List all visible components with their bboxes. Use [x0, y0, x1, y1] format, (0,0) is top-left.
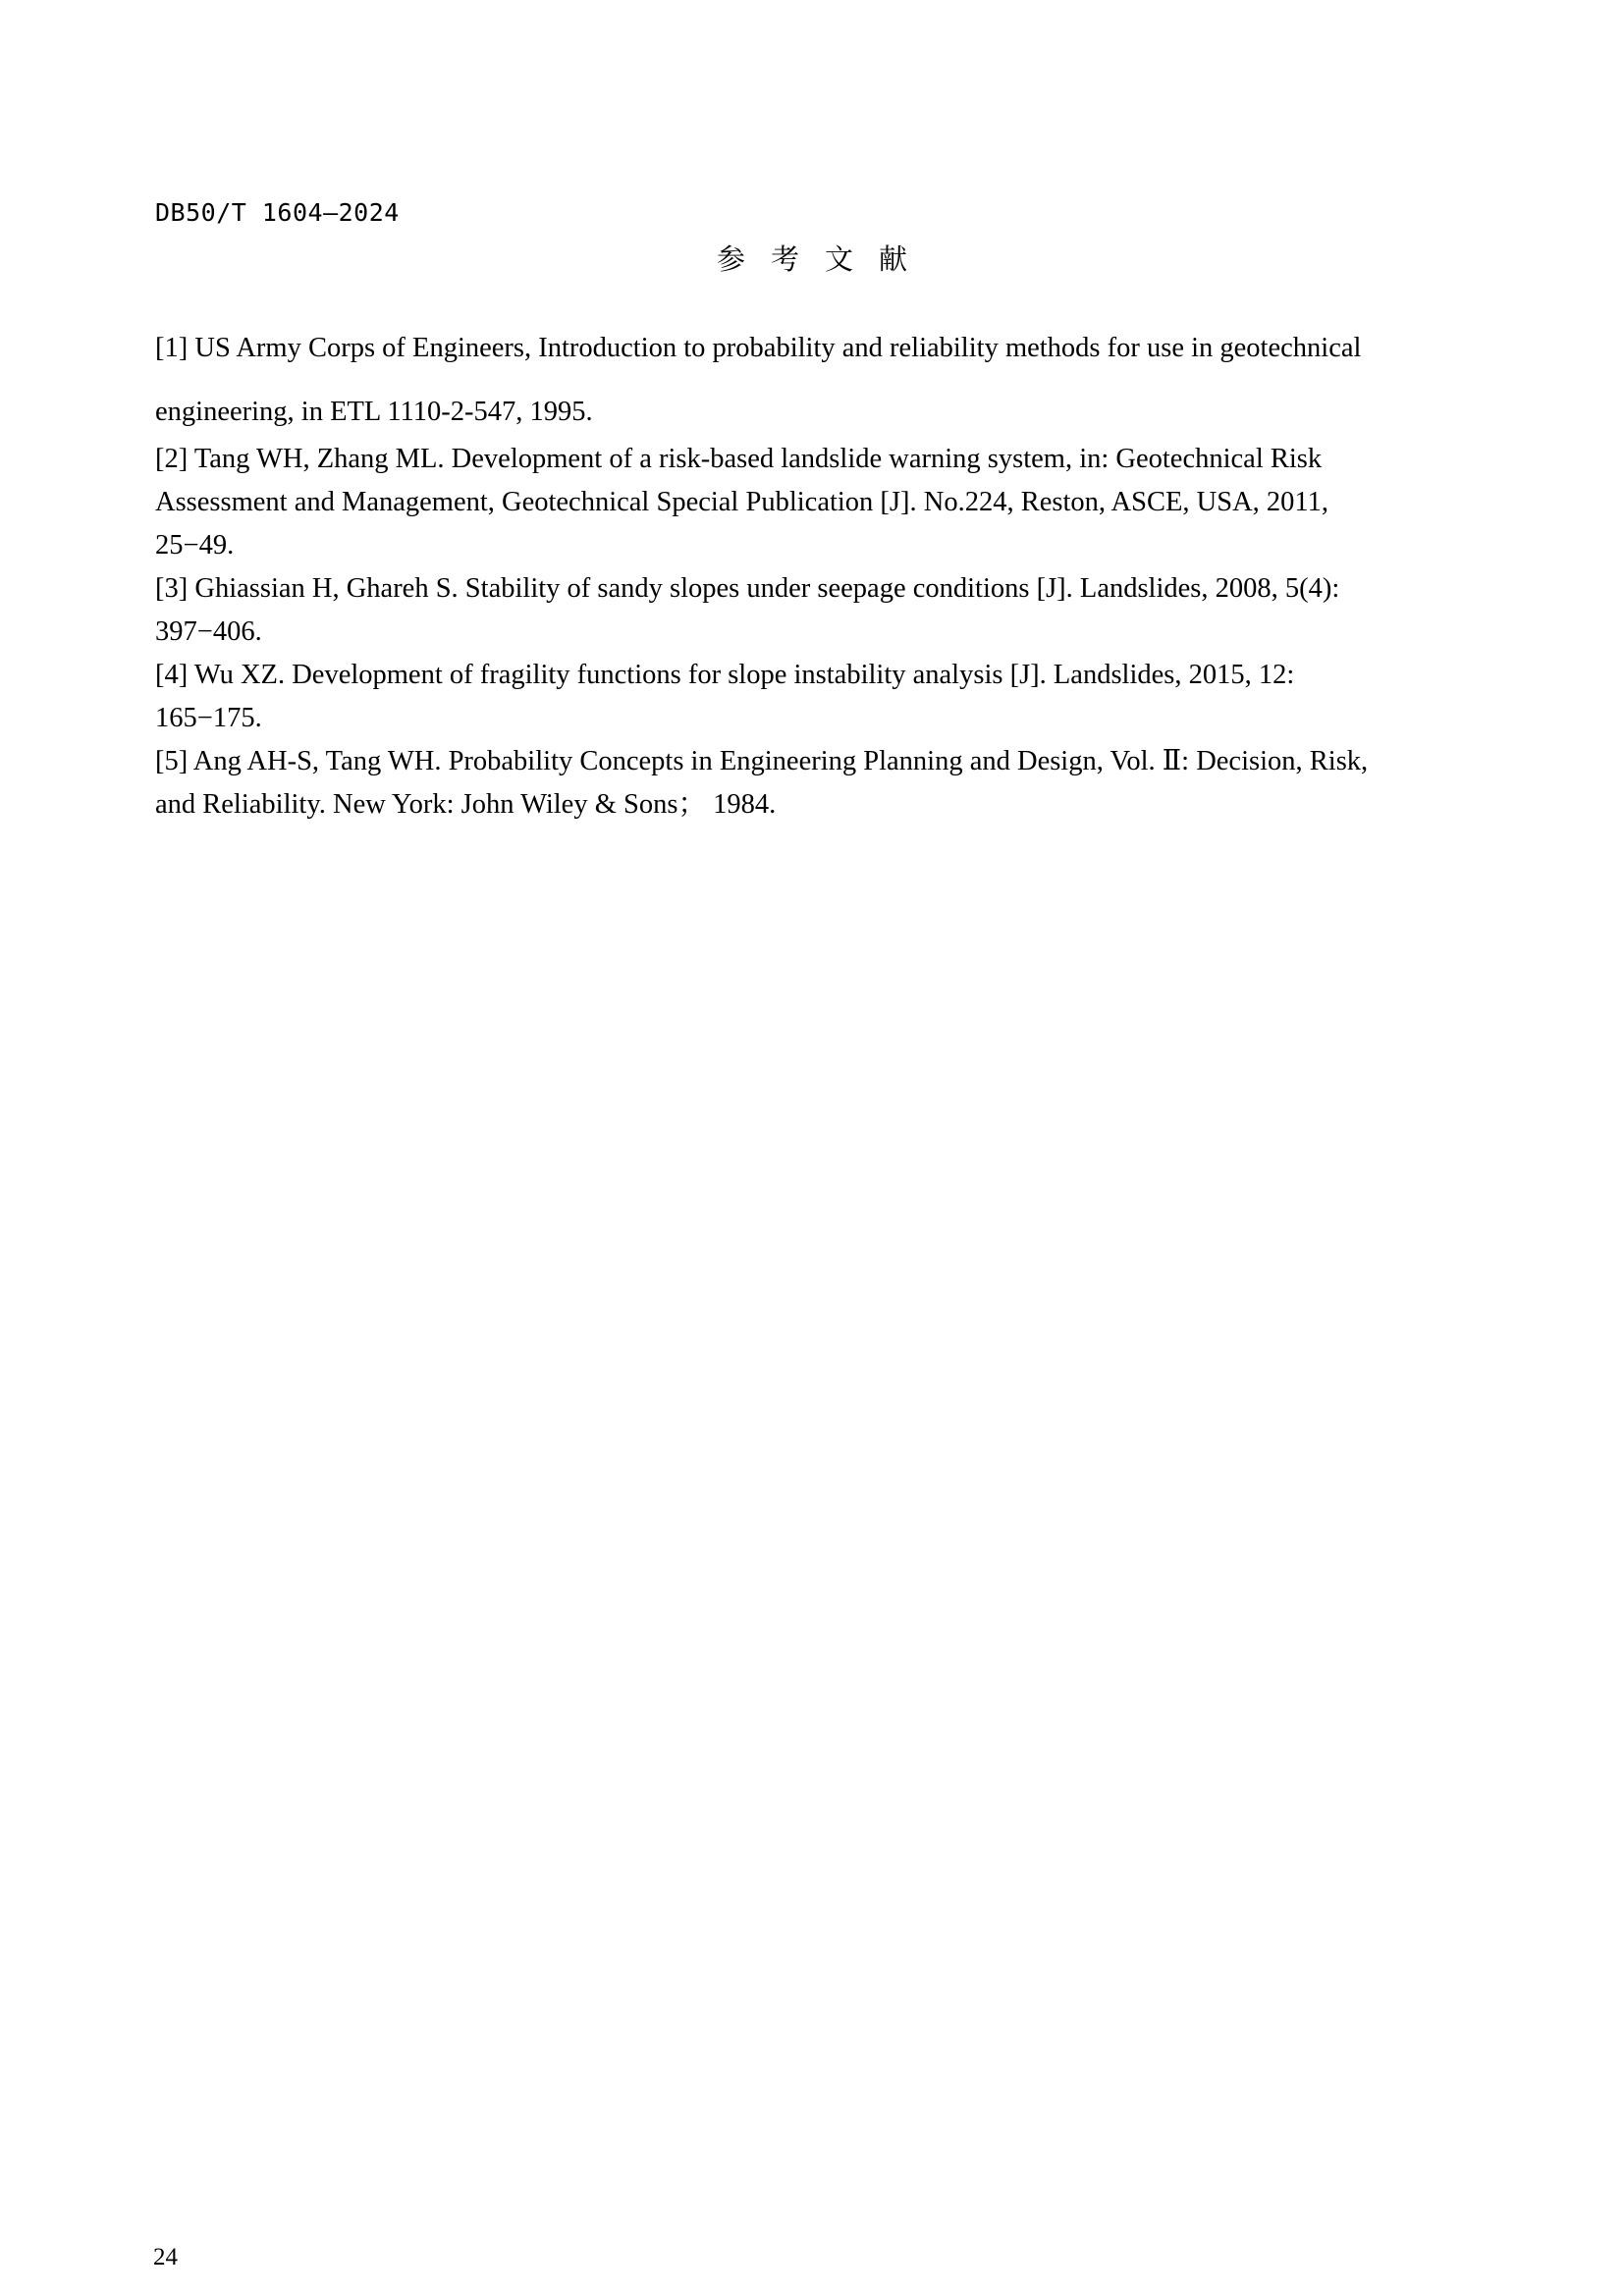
reference-line: [5] Ang AH-S, Tang WH. Probability Concepts in Engineering Planning and Design, Vol. Ⅱ: Decision, Risk,: [155, 746, 1369, 776]
reference-item-2: [155, 438, 1432, 567]
reference-line: Assessment and Management, Geotechnical Special Publication [J]. No.224, Reston, ASCE, USA, 2011,: [155, 487, 1328, 517]
reference-item-1: [155, 316, 1432, 444]
reference-line: 397−406.: [155, 616, 262, 647]
reference-line: [2] Tang WH, Zhang ML. Development of a risk-based landslide warning system, in: Geotechnical Risk: [155, 444, 1323, 474]
page-number: 24: [153, 2244, 178, 2270]
reference-line: [3] Ghiassian H, Ghareh S. Stability of sandy slopes under seepage conditions [J]. Landslides, 2008, 5(4):: [155, 573, 1340, 604]
reference-item-3: [155, 567, 1432, 654]
reference-line: 25−49.: [155, 530, 235, 561]
reference-item-4: [155, 654, 1432, 740]
reference-line: engineering, in ETL 1110-2-547, 1995.: [155, 397, 593, 427]
reference-line: [1] US Army Corps of Engineers, Introduction to probability and reliability methods for use in geotechnical: [155, 333, 1362, 363]
reference-line: [4] Wu XZ. Development of fragility functions for slope instability analysis [J]. Landslides, 2015, 12:: [155, 660, 1295, 690]
reference-item-5: [155, 740, 1432, 827]
reference-line: 165−175.: [155, 703, 262, 733]
reference-list: [155, 316, 1432, 827]
standard-code: DB50/T 1604—2024: [155, 198, 400, 227]
section-title: 参考文献: [716, 242, 933, 276]
reference-line: and Reliability. New York: John Wiley & Sons； 1984.: [155, 789, 777, 820]
